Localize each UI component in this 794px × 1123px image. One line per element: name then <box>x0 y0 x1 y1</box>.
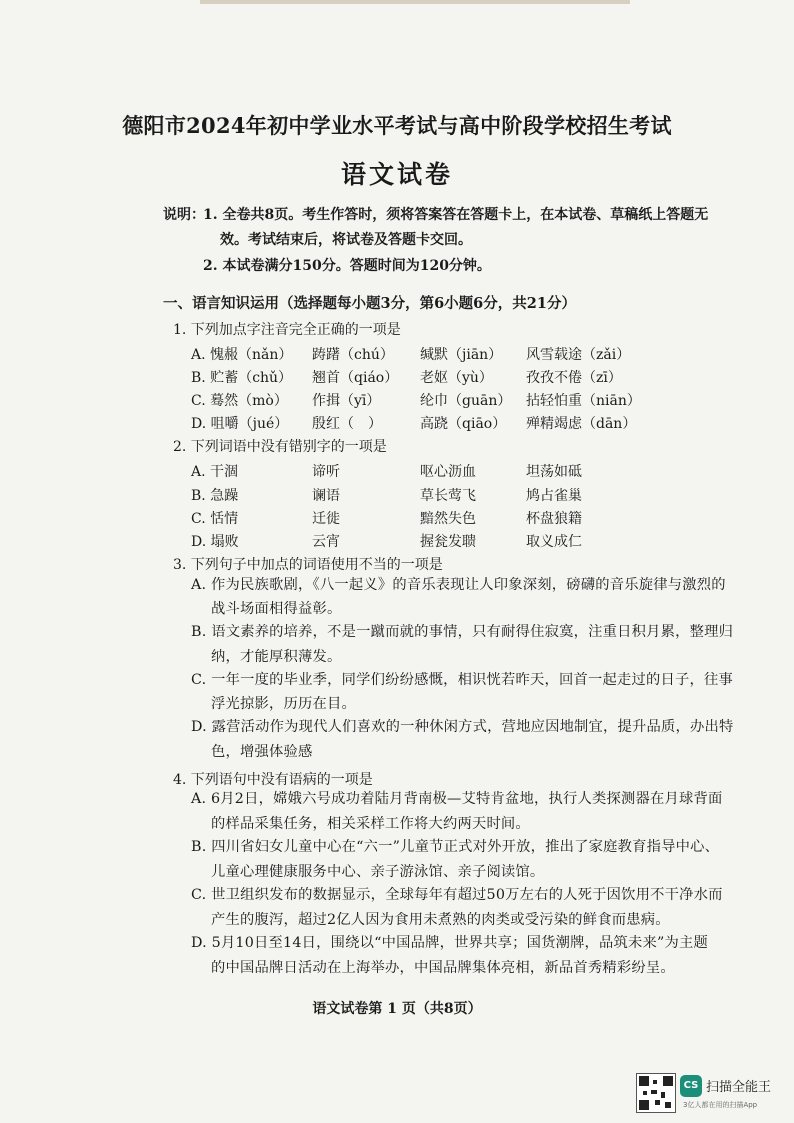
q2-option-d-2: 云宵 <box>312 534 340 550</box>
q2-option-c-4: 杯盘狼籍 <box>526 511 582 527</box>
q1-option-b-1: B. 贮蓄（chǔ） <box>191 370 293 386</box>
instruction-1-line1: 1. 全卷共8页。考生作答时，须将答案答在答题卡上，在本试卷、草稿纸上答题无 <box>203 207 709 223</box>
q4-option-a-line1: A. 6月2日，嫦娥六号成功着陆月背南极—艾特肯盆地，执行人类探测器在月球背面 <box>191 791 723 807</box>
question-2-stem: 2. 下列词语中没有错别字的一项是 <box>173 439 387 455</box>
q1-option-d-2: 殷红（ ） <box>312 416 382 432</box>
q3-option-a-line2: 战斗场面相得益彰。 <box>211 601 342 617</box>
q1-option-b-4: 孜孜不倦（zī） <box>526 370 622 386</box>
q4-option-b-line2: 儿童心理健康服务中心、亲子游泳馆、亲子阅读馆。 <box>211 864 545 880</box>
camscanner-logo-icon: CS <box>680 1075 702 1097</box>
instruction-2: 2. 本试卷满分150分。答题时间为120分钟。 <box>203 258 491 274</box>
q1-option-d-1: D. 咀嚼（jué） <box>191 416 289 432</box>
q2-option-b-3: 草长莺飞 <box>420 488 476 504</box>
q1-option-d-4: 殚精竭虑（dān） <box>526 416 637 432</box>
q3-option-b-line2: 纳，才能厚积薄发。 <box>211 649 342 665</box>
q1-option-d-3: 高跷（qiāo） <box>420 416 507 432</box>
question-1-stem: 1. 下列加点字注音完全正确的一项是 <box>173 322 401 338</box>
instruction-1-line2: 效。考试结束后，将试卷及答题卡交回。 <box>220 232 472 248</box>
qr-code-icon <box>636 1073 676 1113</box>
q2-option-d-3: 握瓮发聩 <box>420 534 476 550</box>
q2-option-a-4: 坦荡如砥 <box>526 464 582 480</box>
instructions-label: 说明： <box>163 207 205 223</box>
q2-option-a-3: 呕心沥血 <box>420 464 476 480</box>
q2-option-c-2: 迁徙 <box>312 511 340 527</box>
q4-option-c-line1: C. 世卫组织发布的数据显示，全球每年有超过50万左右的人死于因饮用不干净水而 <box>191 887 723 903</box>
q2-option-b-1: B. 急躁 <box>191 488 239 504</box>
q1-option-a-2: 踌躇（chú） <box>312 347 394 363</box>
q2-option-c-3: 黯然失色 <box>420 511 476 527</box>
q1-option-a-3: 缄默（jiān） <box>420 347 503 363</box>
q3-option-d-line2: 色，增强体验感 <box>211 744 313 760</box>
scan-top-edge <box>200 0 630 4</box>
q1-option-c-1: C. 蓦然（mò） <box>191 393 288 409</box>
q1-option-c-4: 拈轻怕重（niān） <box>526 393 641 409</box>
scanner-app-name: 扫描全能王 <box>706 1080 772 1095</box>
q1-option-a-4: 风雪载途（zǎi） <box>526 347 631 363</box>
q1-option-b-2: 翘首（qiáo） <box>312 370 399 386</box>
exam-title: 德阳市2024年初中学业水平考试与高中阶段学校招生考试 <box>122 113 672 138</box>
section-heading: 一、语言知识运用（选择题每小题3分，第6小题6分，共21分） <box>163 295 576 312</box>
q4-option-c-line2: 产生的腹泻，超过2亿人因为食用未煮熟的肉类或受污染的鲜食而患病。 <box>211 912 670 928</box>
q4-option-d-line1: D. 5月10日至14日，围绕以“中国品牌，世界共享；国货潮牌，品筑未来”为主题 <box>191 935 709 951</box>
q3-option-d-line1: D. 露营活动作为现代人们喜欢的一种休闲方式，营地应因地制宜，提升品质，办出特 <box>191 719 734 735</box>
q2-option-b-4: 鸠占雀巢 <box>526 488 582 504</box>
q2-option-a-2: 谛听 <box>312 464 340 480</box>
exam-subtitle: 语文试卷 <box>340 160 453 189</box>
q3-option-c-line1: C. 一年一度的毕业季，同学们纷纷感慨，相识恍若昨天，回首一起走过的日子，往事 <box>191 672 734 688</box>
question-4-stem: 4. 下列语句中没有语病的一项是 <box>173 772 373 788</box>
q2-option-b-2: 谰语 <box>312 488 340 504</box>
q2-option-c-1: C. 恬情 <box>191 511 239 527</box>
q2-option-d-4: 取义成仁 <box>526 534 582 550</box>
q4-option-d-line2: 的中国品牌日活动在上海举办，中国品牌集体亮相，新品首秀精彩纷呈。 <box>211 960 675 976</box>
q3-option-a-line1: A. 作为民族歌剧，《八一起义》的音乐表现让人印象深刻，磅礴的音乐旋律与激烈的 <box>191 577 726 593</box>
q4-option-a-line2: 的样品采集任务，相关采样工作将大约两天时间。 <box>211 816 530 832</box>
q1-option-c-2: 作揖（yī） <box>312 393 381 409</box>
q3-option-c-line2: 浮光掠影，历历在目。 <box>211 696 356 712</box>
q1-option-a-1: A. 愧赧（nǎn） <box>191 347 293 363</box>
q4-option-b-line1: B. 四川省妇女儿童中心在“六一”儿童节正式对外开放，推出了家庭教育指导中心、 <box>191 839 720 855</box>
q2-option-d-1: D. 塌败 <box>191 534 239 550</box>
scanner-app-tagline: 3亿人都在用的扫描App <box>683 1101 758 1109</box>
question-3-stem: 3. 下列句子中加点的词语使用不当的一项是 <box>173 557 443 573</box>
page-footer: 语文试卷第 1 页（共8页） <box>312 1001 482 1017</box>
q1-option-c-3: 纶巾（guān） <box>420 393 512 409</box>
q1-option-b-3: 老妪（yù） <box>420 370 493 386</box>
q3-option-b-line1: B. 语文素养的培养，不是一蹴而就的事情，只有耐得住寂寞，注重日积月累，整理归 <box>191 624 734 640</box>
q2-option-a-1: A. 干涸 <box>191 464 239 480</box>
